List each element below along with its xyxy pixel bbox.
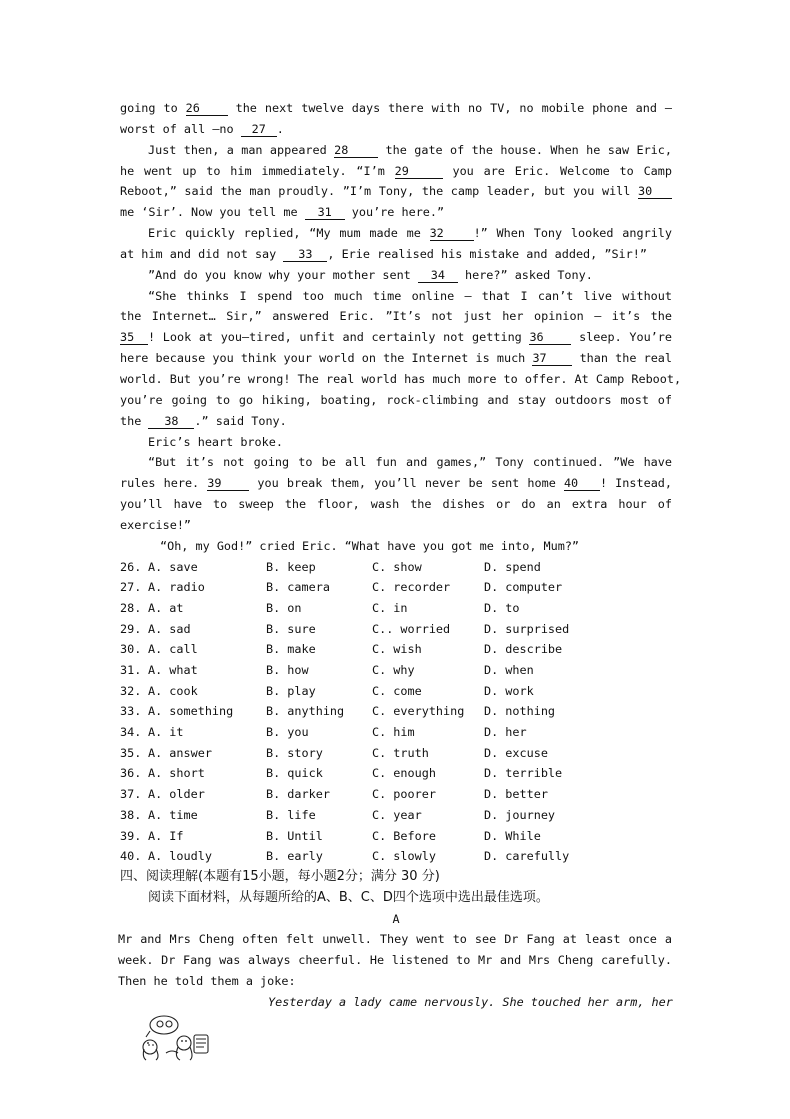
option-row (120, 619, 672, 640)
option-a: A. sad (148, 621, 191, 636)
option-b: B. anything (266, 704, 345, 719)
option-row (120, 660, 672, 681)
blank-39: 39 (207, 476, 249, 491)
passage-line: me ‘Sir’. Now you tell me 31 you’re here.ˮ (120, 205, 445, 220)
option-b: B. life (266, 807, 316, 822)
question-number: 36. (120, 766, 142, 781)
option-row (120, 681, 672, 702)
question-number: 31. (120, 663, 142, 677)
question-number: 30. (120, 642, 142, 657)
passage-line: he went up to him immediately. “I’m 29 you are Eric. Welcome to Camp (120, 163, 672, 178)
options-list (120, 557, 672, 867)
question-number: 38. (120, 807, 142, 822)
option-a: A. at (148, 600, 184, 615)
section-title: 四、阅读理解(本题有15小题，每小题2分；满分 30 分) (120, 868, 440, 884)
option-c: C. him (372, 725, 415, 740)
passage-line: 35 ! Look at you—tired, unfit and certainly not getting 36 sleep. You’re (120, 330, 672, 345)
passage-line: Eric quickly replied, “My mum made me 32 !” When Tony looked angrily (148, 226, 672, 241)
passage-line: exercise!” (120, 517, 192, 532)
question-number: 33. (120, 704, 142, 719)
option-b: B. quick (266, 766, 323, 781)
option-a: A. call (148, 642, 198, 657)
passage-line: worst of all —no 27 . (120, 121, 284, 136)
option-a: A. time (148, 807, 198, 822)
option-b: B. darker (266, 787, 330, 802)
option-d: D. carefully (484, 849, 570, 864)
blank-36: 36 (529, 330, 571, 345)
option-c: C. Before (372, 828, 436, 843)
option-row (120, 598, 672, 619)
option-d: D. computer (484, 580, 563, 595)
passage-line: the Internet… Sir,” answered Eric. ˮIt’s not just her opinion — it’s the (120, 309, 672, 324)
option-d: D. her (484, 725, 527, 740)
option-row (120, 826, 672, 847)
passage-line: the 38 .ˮ said Tony. (120, 413, 287, 428)
question-number: 35. (120, 745, 142, 760)
option-d: D. work (484, 683, 534, 698)
option-b: B. keep (266, 559, 316, 574)
passage-line: Eric’s heart broke. (148, 434, 283, 449)
option-c: C. slowly (372, 849, 436, 864)
passage-line: Just then, a man appeared 28 the gate of the house. When he saw Eric, (148, 142, 672, 157)
option-row (120, 701, 672, 722)
reading-line: week. Dr Fang was always cheerful. He listened to Mr and Mrs Cheng carefully. (118, 953, 672, 968)
blank-29: 29 (395, 164, 443, 179)
passage-line: ˮAnd do you know why your mother sent 34 here?ˮ asked Tony. (148, 267, 593, 282)
option-a: A. short (148, 766, 205, 781)
option-a: A. older (148, 787, 205, 802)
option-a: A. something (148, 704, 234, 719)
option-c: C. poorer (372, 787, 436, 802)
blank-37: 37 (532, 351, 572, 366)
blank-32: 32 (430, 226, 474, 241)
passage-line: at him and did not say 33 , Erie realised his mistake and added, ˮSir!ˮ (120, 246, 647, 261)
cartoon-illustration (136, 1013, 216, 1061)
option-a: A. cook (148, 683, 198, 698)
question-number: 27. (120, 580, 142, 595)
option-d: D. While (484, 828, 541, 843)
option-c: C. in (372, 600, 408, 615)
option-c: C. enough (372, 766, 436, 781)
passage-line: going to 26 the next twelve days there with no TV, no mobile phone and — (120, 101, 673, 115)
option-row (120, 763, 672, 784)
option-d: D. nothing (484, 704, 556, 719)
passage-line: world. But you’re wrong! The real world has much more to offer. At Camp Reboot, (120, 371, 682, 386)
passage-line: here because you think your world on the Internet is much 37 than the real (120, 351, 673, 366)
blank-35: 35 (120, 330, 148, 345)
document-page (118, 98, 682, 1013)
blank-28: 28 (334, 143, 378, 158)
option-a: A. If (148, 828, 184, 843)
question-number: 37. (120, 787, 142, 802)
option-b: B. how (266, 663, 309, 677)
option-a: A. what (148, 663, 198, 677)
passage-line: you’ll have to sweep the floor, wash the dishes or do an extra hour of (120, 497, 672, 512)
option-a: A. loudly (148, 849, 212, 864)
option-d: D. describe (484, 642, 563, 657)
option-c: C.. worried (372, 621, 451, 636)
option-d: D. when (484, 663, 534, 677)
option-b: B. play (266, 683, 316, 698)
question-number: 28. (120, 600, 142, 615)
blank-31: 31 (305, 205, 345, 220)
passage-label: A (392, 911, 400, 926)
question-number: 39. (120, 828, 142, 843)
option-row (120, 639, 672, 660)
passage-line: rules here. 39 you break them, you’ll never be sent home 40 ! Instead, (120, 476, 673, 491)
blank-38: 38 (148, 414, 194, 429)
question-number: 32. (120, 683, 142, 698)
option-row (120, 577, 672, 598)
option-d: D. journey (484, 807, 556, 822)
option-a: A. answer (148, 745, 212, 760)
option-d: D. better (484, 787, 548, 802)
blank-30: 30 (638, 184, 672, 199)
option-b: B. early (266, 849, 323, 864)
option-row (120, 805, 672, 826)
option-c: C. year (372, 807, 422, 822)
blank-27: 27 (241, 122, 277, 137)
passage-line: Reboot,ˮ said the man proudly. ˮI’m Tony, the camp leader, but you will 30 (120, 181, 672, 202)
option-b: B. sure (266, 621, 316, 636)
option-c: C. come (372, 683, 422, 698)
option-a: A. save (148, 559, 198, 574)
option-a: A. radio (148, 580, 205, 595)
blank-33: 33 (283, 247, 327, 262)
reading-line: Mr and Mrs Cheng often felt unwell. They went to see Dr Fang at least once a (118, 932, 672, 947)
option-b: B. Until (266, 828, 323, 843)
question-number: 29. (120, 621, 142, 636)
blank-40: 40 (564, 476, 600, 491)
option-d: D. terrible (484, 766, 563, 781)
option-d: D. spend (484, 559, 541, 574)
option-c: C. recorder (372, 580, 451, 595)
option-row (120, 743, 672, 764)
option-c: C. why (372, 663, 415, 677)
option-c: C. show (372, 559, 422, 574)
passage-line: “But it’s not going to be all fun and games,ˮ Tony continued. ˮWe have (148, 455, 672, 470)
option-a: A. it (148, 725, 184, 740)
option-row (120, 722, 672, 743)
blank-26: 26 (186, 101, 228, 116)
question-number: 34. (120, 725, 142, 740)
option-c: C. truth (372, 745, 429, 760)
option-b: B. story (266, 745, 323, 760)
option-d: D. to (484, 600, 520, 615)
section-instruction: 阅读下面材料，从每题所给的A、B、C、D四个选项中选出最佳选项。 (148, 889, 549, 905)
option-row (120, 784, 672, 805)
option-b: B. make (266, 642, 316, 657)
option-b: B. you (266, 725, 309, 740)
option-row (120, 557, 672, 578)
reading-line: Then he told them a joke: (118, 974, 296, 989)
passage-line: “Oh, my God!ˮ cried Eric. “What have you got me into, Mum?ˮ (160, 538, 580, 553)
passage-line: you’re going to go hiking, boating, rock-climbing and stay outdoors most of (120, 392, 672, 407)
option-c: C. everything (372, 704, 465, 719)
question-number: 26. (120, 559, 142, 574)
option-b: B. on (266, 600, 302, 615)
reading-line: Yesterday a lady came nervously. She touched her arm, her (268, 994, 673, 1009)
option-d: D. surprised (484, 621, 570, 636)
passage-line: “She thinks I spend too much time online — that I can’t live without (148, 288, 672, 303)
blank-34: 34 (418, 268, 458, 283)
option-c: C. wish (372, 642, 422, 657)
question-number: 40. (120, 849, 142, 864)
option-b: B. camera (266, 580, 330, 595)
option-row (120, 846, 672, 867)
option-d: D. excuse (484, 745, 548, 760)
